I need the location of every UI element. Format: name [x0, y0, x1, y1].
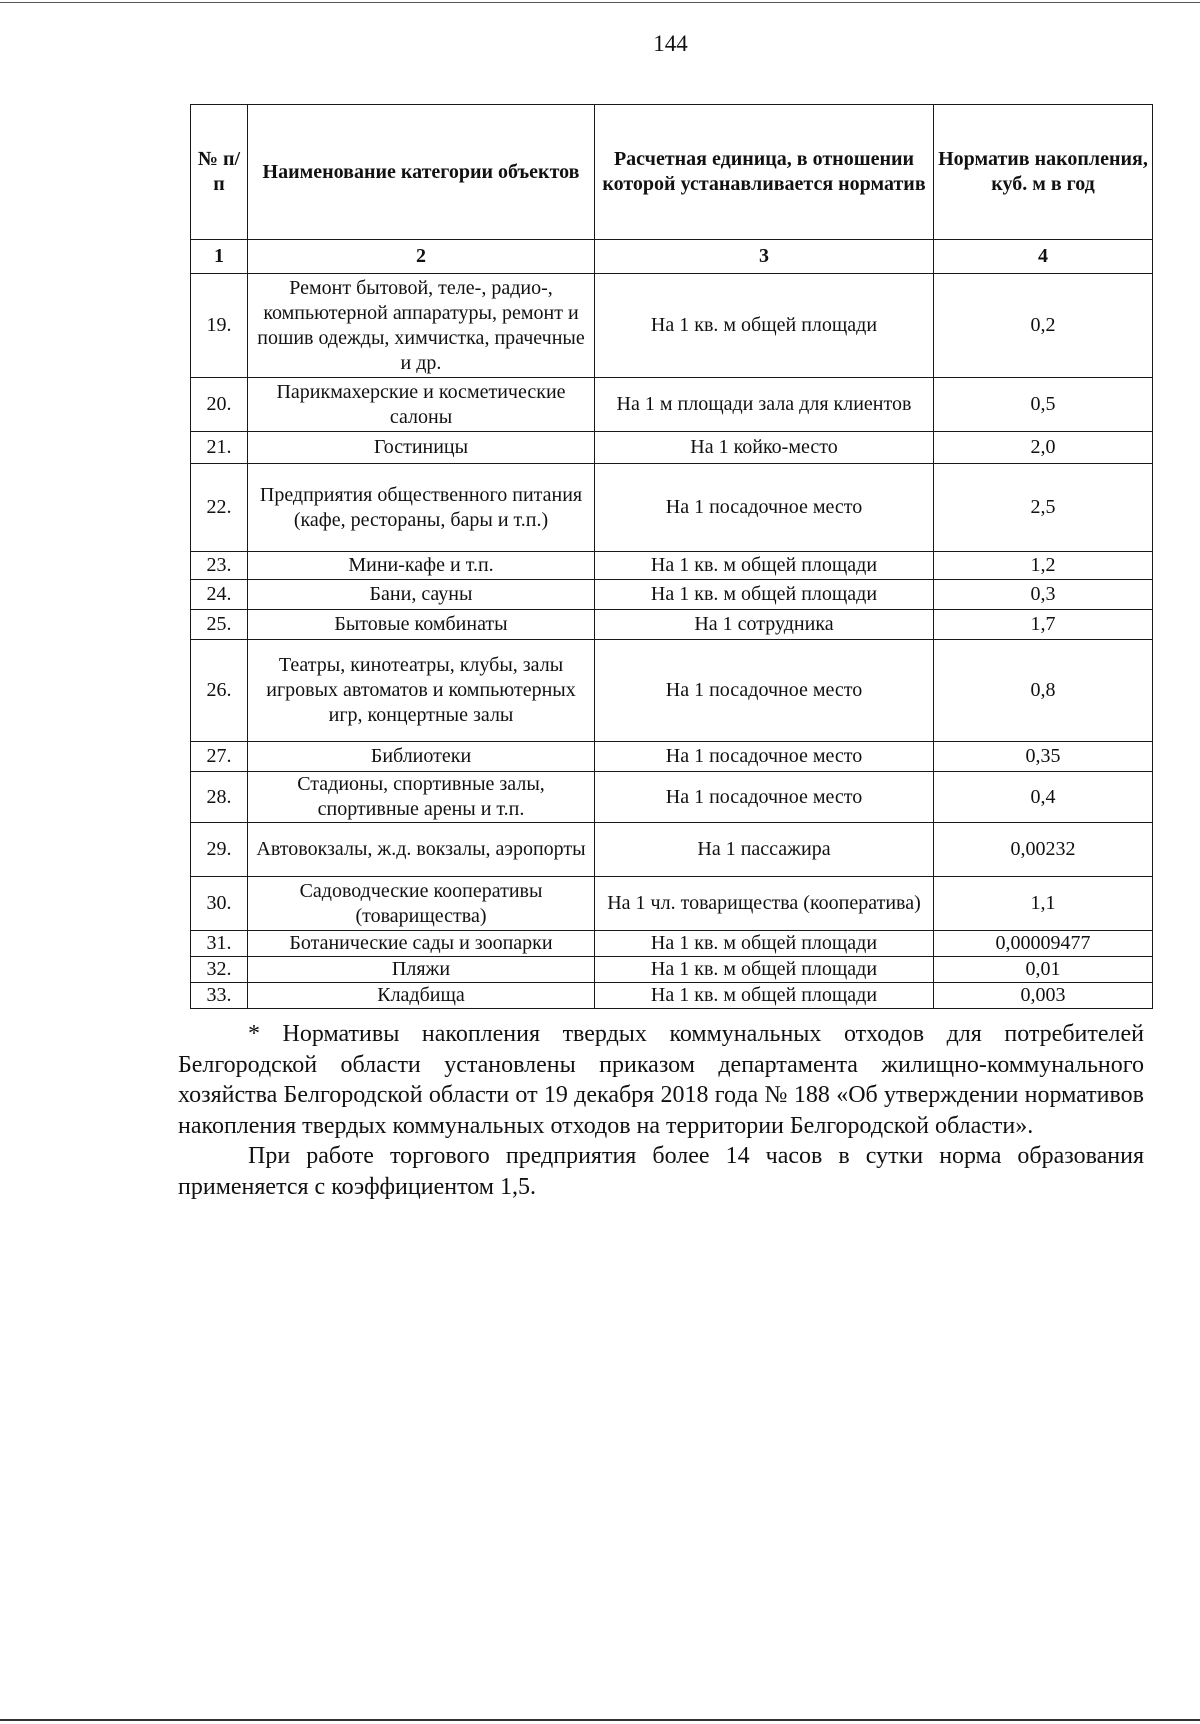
row-norm: 0,35 [934, 742, 1153, 772]
row-category: Автовокзалы, ж.д. вокзалы, аэропорты [248, 823, 595, 877]
row-norm: 0,5 [934, 378, 1153, 432]
row-norm: 0,4 [934, 772, 1153, 823]
row-category: Мини-кафе и т.п. [248, 552, 595, 580]
row-category: Кладбища [248, 983, 595, 1009]
table-row [191, 610, 1153, 640]
table-row [191, 877, 1153, 931]
row-unit: На 1 койко-место [595, 432, 934, 464]
row-norm: 0,003 [934, 983, 1153, 1009]
row-unit: На 1 посадочное место [595, 772, 934, 823]
page-number: 144 [653, 31, 688, 56]
table-row [191, 742, 1153, 772]
row-number: 23. [191, 552, 248, 580]
row-norm: 0,8 [934, 640, 1153, 742]
row-unit: На 1 м площади зала для клиентов [595, 378, 934, 432]
header-number: № п/п [191, 105, 248, 240]
row-category: Парикмахерские и косметические салоны [248, 378, 595, 432]
row-norm: 0,3 [934, 580, 1153, 610]
row-number: 26. [191, 640, 248, 742]
row-unit: На 1 посадочное место [595, 640, 934, 742]
table-row [191, 552, 1153, 580]
column-number: 2 [248, 240, 595, 274]
row-number: 29. [191, 823, 248, 877]
column-number: 4 [934, 240, 1153, 274]
row-unit: На 1 кв. м общей площади [595, 931, 934, 957]
row-category: Театры, кинотеатры, клубы, залы игровых автоматов и компьютерных игр, концертные залы [248, 640, 595, 742]
row-unit: На 1 кв. м общей площади [595, 983, 934, 1009]
row-number: 25. [191, 610, 248, 640]
row-number: 22. [191, 464, 248, 552]
table-row [191, 274, 1153, 378]
footnote [178, 1019, 1144, 1202]
footnote-paragraph: * Нормативы накопления твердых коммунальных отходов для потребителей Белгородской области установлены приказом департамента жилищно-коммунального хозяйства Белгородской области от 19 декабря 2018 года № 188 «Об утверждении нормативов накопления твердых коммунальных отходов на территории Белгородской области». [178, 1021, 1144, 1139]
row-category: Пляжи [248, 957, 595, 983]
row-category: Гостиницы [248, 432, 595, 464]
row-number: 30. [191, 877, 248, 931]
column-number: 3 [595, 240, 934, 274]
row-unit: На 1 посадочное место [595, 464, 934, 552]
row-category: Бытовые комбинаты [248, 610, 595, 640]
row-norm: 2,5 [934, 464, 1153, 552]
row-number: 28. [191, 772, 248, 823]
row-norm: 0,01 [934, 957, 1153, 983]
table-row [191, 772, 1153, 823]
row-unit: На 1 сотрудника [595, 610, 934, 640]
footnote-paragraph: При работе торгового предприятия более 14 часов в сутки норма образования применяется с коэффициентом 1,5. [178, 1143, 1144, 1200]
row-number: 33. [191, 983, 248, 1009]
row-number: 19. [191, 274, 248, 378]
header-norm: Норматив накопления, куб. м в год [934, 105, 1153, 240]
row-unit: На 1 чл. товарищества (кооператива) [595, 877, 934, 931]
norms-table [190, 104, 1153, 1009]
row-number: 32. [191, 957, 248, 983]
row-unit: На 1 кв. м общей площади [595, 552, 934, 580]
row-number: 20. [191, 378, 248, 432]
row-category: Садоводческие кооперативы (товарищества) [248, 877, 595, 931]
table-row [191, 640, 1153, 742]
row-number: 27. [191, 742, 248, 772]
table-row [191, 378, 1153, 432]
row-norm: 0,00009477 [934, 931, 1153, 957]
row-norm: 1,2 [934, 552, 1153, 580]
table-row [191, 931, 1153, 957]
row-number: 31. [191, 931, 248, 957]
row-unit: На 1 пассажира [595, 823, 934, 877]
row-number: 21. [191, 432, 248, 464]
row-unit: На 1 кв. м общей площади [595, 580, 934, 610]
row-unit: На 1 посадочное место [595, 742, 934, 772]
table-row [191, 432, 1153, 464]
table-row [191, 983, 1153, 1009]
column-numbers-row [191, 240, 1153, 274]
row-norm: 0,2 [934, 274, 1153, 378]
table-row [191, 580, 1153, 610]
table-row [191, 464, 1153, 552]
row-category: Ремонт бытовой, теле-, радио-, компьютерной аппаратуры, ремонт и пошив одежды, химчистка, прачечные и др. [248, 274, 595, 378]
row-category: Предприятия общественного питания (кафе, рестораны, бары и т.п.) [248, 464, 595, 552]
header-category: Наименование категории объектов [248, 105, 595, 240]
row-category: Стадионы, спортивные залы, спортивные арены и т.п. [248, 772, 595, 823]
row-category: Библиотеки [248, 742, 595, 772]
row-number: 24. [191, 580, 248, 610]
top-edge-line [0, 2, 1200, 3]
row-norm: 1,1 [934, 877, 1153, 931]
row-category: Бани, сауны [248, 580, 595, 610]
table-header-row [191, 105, 1153, 240]
bottom-edge-line [0, 1719, 1200, 1721]
row-norm: 0,00232 [934, 823, 1153, 877]
row-norm: 2,0 [934, 432, 1153, 464]
column-number: 1 [191, 240, 248, 274]
row-category: Ботанические сады и зоопарки [248, 931, 595, 957]
table-row [191, 823, 1153, 877]
header-unit: Расчетная единица, в отношении которой устанавливается норматив [595, 105, 934, 240]
row-norm: 1,7 [934, 610, 1153, 640]
table-row [191, 957, 1153, 983]
row-unit: На 1 кв. м общей площади [595, 274, 934, 378]
row-unit: На 1 кв. м общей площади [595, 957, 934, 983]
